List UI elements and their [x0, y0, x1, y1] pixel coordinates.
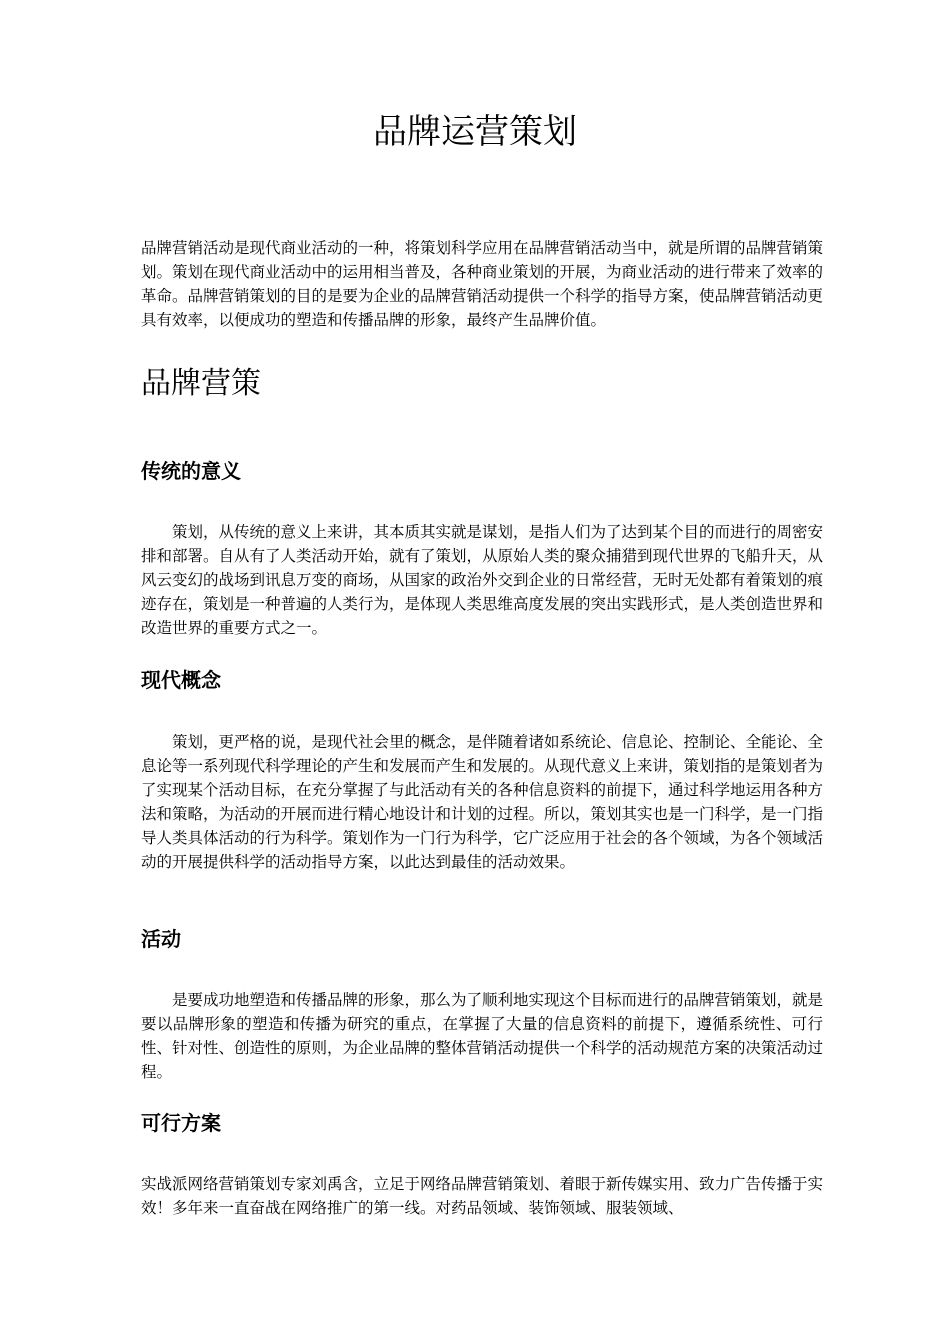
document-title: 品牌运营策划 — [373, 112, 577, 152]
paragraph-traditional-meaning: 策划，从传统的意义上来讲，其本质其实就是谋划，是指人们为了达到某个目的而进行的周密安排和部署。自从有了人类活动开始，就有了策划，从原始人类的聚众捕猎到现代世界的飞船升天，从风云变幻的战场到讯息万变的商场，从国家的政治外交到企业的日常经营，无时无处都有着策划的痕迹存在，策划是一种普遍的人类行为，是体现人类思维高度发展的突出实践形式，是人类创造世界和改造世界的重要方式之一。 — [141, 523, 824, 637]
intro-paragraph: 品牌营销活动是现代商业活动的一种，将策划科学应用在品牌营销活动当中，就是所谓的品牌营销策划。策划在现代商业活动中的运用相当普及，各种商业策划的开展，为商业活动的进行带来了效率的革命。品牌营销策划的目的是要为企业的品牌营销活动提供一个科学的指导方案，使品牌营销活动更具有效率，以便成功的塑造和传播品牌的形象，最终产生品牌价值。 — [141, 239, 824, 329]
subheading-activity: 活动 — [141, 927, 181, 951]
subheading-feasible-plan: 可行方案 — [141, 1111, 221, 1135]
subheading-traditional-meaning: 传统的意义 — [141, 459, 241, 483]
paragraph-activity: 是要成功地塑造和传播品牌的形象，那么为了顺利地实现这个目标而进行的品牌营销策划，就是要以品牌形象的塑造和传播为研究的重点，在掌握了大量的信息资料的前提下，遵循系统性、可行性、针对性、创造性的原则，为企业品牌的整体营销活动提供一个科学的活动规范方案的决策活动过程。 — [141, 991, 824, 1081]
paragraph-modern-concept: 策划，更严格的说，是现代社会里的概念，是伴随着诸如系统论、信息论、控制论、全能论、全息论等一系列现代科学理论的产生和发展而产生和发展的。从现代意义上来讲，策划指的是策划者为了实现某个活动目标，在充分掌握了与此活动有关的各种信息资料的前提下，通过科学地运用各种方法和策略，为活动的开展而进行精心地设计和计划的过程。所以，策划其实也是一门科学，是一门指导人类具体活动的行为科学。策划作为一门行为科学，它广泛应用于社会的各个领域，为各个领域活动的开展提供科学的活动指导方案，以此达到最佳的活动效果。 — [141, 733, 824, 871]
section-heading: 品牌营策 — [141, 366, 261, 401]
subheading-modern-concept: 现代概念 — [141, 668, 221, 692]
paragraph-feasible-plan: 实战派网络营销策划专家刘禹含，立足于网络品牌营销策划、着眼于新传媒实用、致力广告传播于实效！多年来一直奋战在网络推广的第一线。对药品领域、装饰领域、服装领域、 — [141, 1175, 824, 1217]
